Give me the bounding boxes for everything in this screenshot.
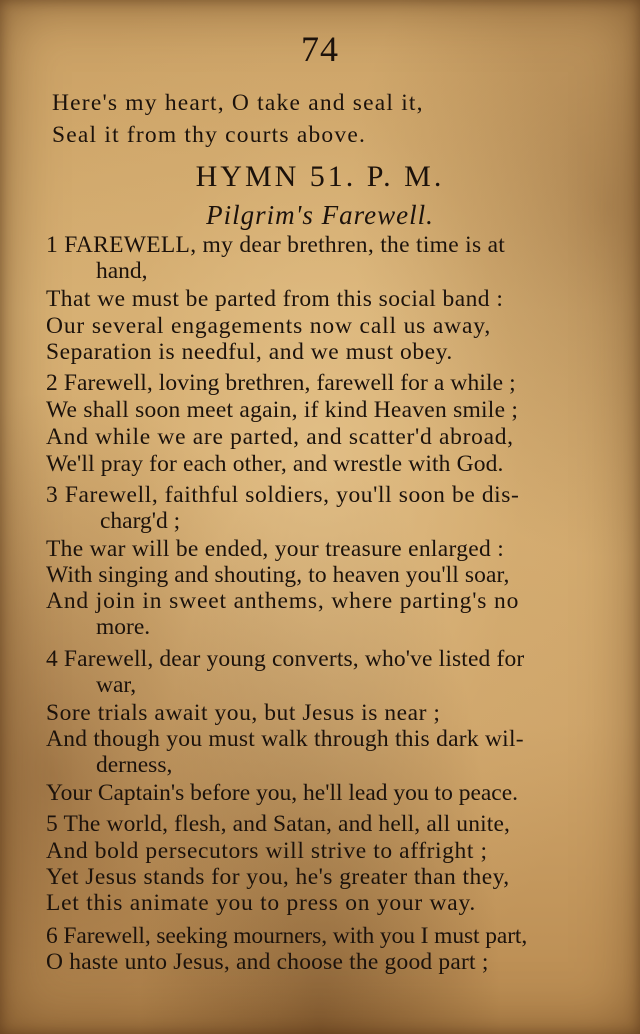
verse-line: Sore trials await you, but Jesus is near ;: [46, 700, 441, 726]
hymn-heading: HYMN 51. P. M.: [195, 160, 445, 193]
verse-line: war,: [96, 672, 137, 698]
verse-line: Our several engagements now call us away,: [46, 313, 492, 339]
verse-line: Separation is needful, and we must obey.: [46, 339, 453, 365]
verse-line: derness,: [96, 752, 173, 778]
verse-line: We shall soon meet again, if kind Heaven smile ;: [46, 397, 519, 423]
verse-line: And join in sweet anthems, where parting's no: [46, 588, 520, 614]
closing-line: Here's my heart, O take and seal it,: [52, 90, 424, 116]
verse-line: That we must be parted from this social band :: [46, 286, 504, 312]
verse-line: 6 Farewell, seeking mourners, with you I must part,: [46, 923, 528, 949]
verse-line: We'll pray for each other, and wrestle with God.: [46, 451, 504, 477]
verse-line: O haste unto Jesus, and choose the good part ;: [46, 949, 489, 975]
verse-line: hand,: [96, 258, 148, 284]
page-number: 74: [301, 29, 339, 69]
closing-line: Seal it from thy courts above.: [52, 122, 367, 148]
verse-line: 4 Farewell, dear young converts, who've listed for: [46, 646, 525, 672]
verse-line: 1 FAREWELL, my dear brethren, the time is at: [46, 232, 506, 258]
verse-line: more.: [96, 614, 151, 640]
verse-line: And though you must walk through this dark wil-: [46, 726, 524, 752]
verse-line: Yet Jesus stands for you, he's greater than they,: [46, 864, 510, 890]
verse-line: 3 Farewell, faithful soldiers, you'll soon be dis-: [46, 482, 520, 508]
verse-line: The war will be ended, your treasure enlarged :: [46, 536, 505, 562]
hymn-title: Pilgrim's Farewell.: [206, 200, 434, 230]
verse-line: Let this animate you to press on your way.: [46, 890, 477, 916]
verse-line: And bold persecutors will strive to affright ;: [46, 838, 488, 864]
verse-line: 2 Farewell, loving brethren, farewell for a while ;: [46, 370, 516, 396]
verse-line: 5 The world, flesh, and Satan, and hell, all unite,: [46, 811, 511, 837]
verse-line: And while we are parted, and scatter'd abroad,: [46, 424, 514, 450]
verse-line: charg'd ;: [100, 508, 181, 534]
verse-line: With singing and shouting, to heaven you'll soar,: [46, 562, 510, 588]
verse-line: Your Captain's before you, he'll lead you to peace.: [46, 780, 519, 806]
